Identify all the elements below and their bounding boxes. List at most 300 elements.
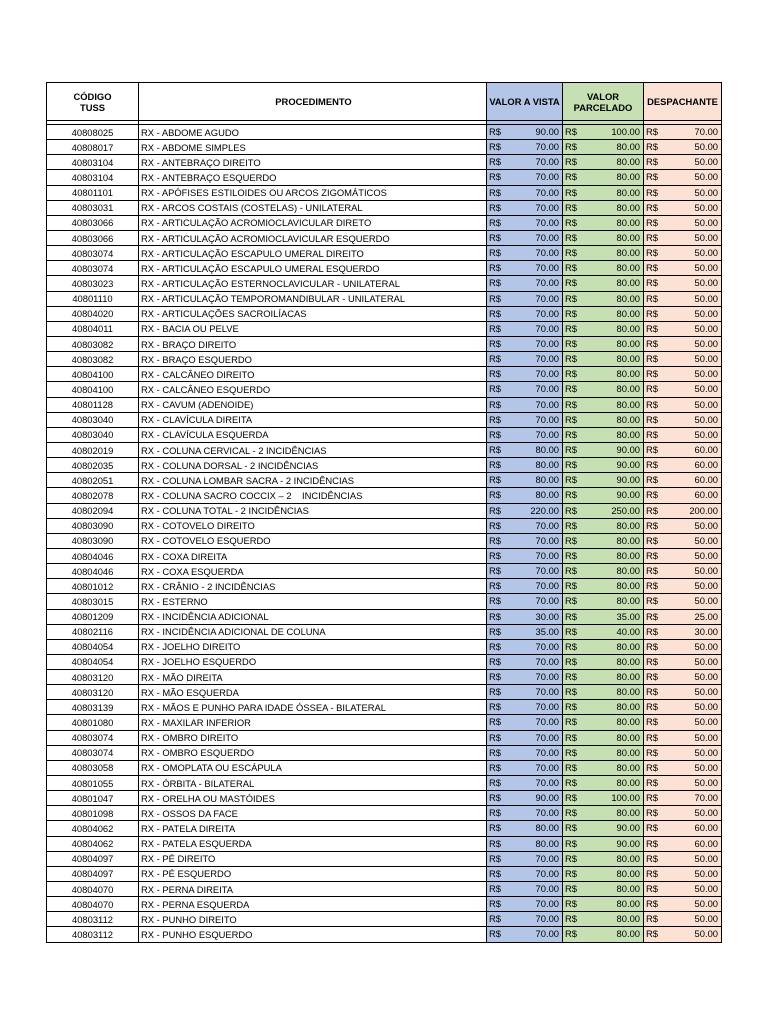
table-row (47, 851, 722, 866)
codigo-cell: 40801080 (47, 715, 139, 730)
currency-symbol: R$ (565, 716, 577, 728)
table-row (47, 730, 722, 745)
amount: 80.00 (616, 701, 640, 713)
procedimento-cell: RX - OMBRO DIREITO (139, 730, 487, 745)
currency-symbol: R$ (565, 353, 577, 365)
procedimento-cell: RX - ARTICULAÇÃO TEMPOROMANDIBULAR - UNILATERAL (139, 291, 487, 306)
despachante-cell (644, 882, 722, 897)
header-valor-parcelado (563, 83, 644, 121)
amount: 80.00 (616, 686, 640, 698)
codigo-cell: 40801055 (47, 776, 139, 791)
amount: 70.00 (535, 262, 559, 274)
currency-symbol: R$ (646, 549, 658, 561)
amount: 60.00 (694, 489, 718, 501)
amount: 70.00 (535, 171, 559, 183)
amount: 70.00 (535, 216, 559, 228)
currency-symbol: R$ (646, 277, 658, 289)
procedimento-cell: RX - JOELHO DIREITO (139, 639, 487, 654)
amount: 50.00 (694, 852, 718, 864)
amount: 50.00 (694, 534, 718, 546)
currency-symbol: R$ (489, 307, 501, 319)
valor-parcelado-cell (563, 155, 644, 170)
valor-a-vista-cell (487, 488, 563, 503)
currency-symbol: R$ (646, 777, 658, 789)
despachante-cell (644, 806, 722, 821)
amount: 50.00 (694, 353, 718, 365)
amount: 80.00 (616, 156, 640, 168)
table-row (47, 912, 722, 927)
currency-symbol: R$ (489, 640, 501, 652)
valor-a-vista-cell (487, 170, 563, 185)
table-row (47, 639, 722, 654)
procedimento-cell: RX - ANTEBRAÇO DIREITO (139, 155, 487, 170)
currency-symbol: R$ (646, 231, 658, 243)
codigo-cell: 40801128 (47, 397, 139, 412)
table-row (47, 336, 722, 351)
valor-a-vista-cell (487, 185, 563, 200)
codigo-cell: 40804062 (47, 821, 139, 836)
amount: 70.00 (535, 761, 559, 773)
table-row (47, 654, 722, 669)
table-row (47, 306, 722, 321)
despachante-cell (644, 851, 722, 866)
amount: 80.00 (616, 595, 640, 607)
amount: 80.00 (616, 898, 640, 910)
valor-a-vista-cell (487, 276, 563, 291)
codigo-cell: 40803015 (47, 594, 139, 609)
valor-parcelado-cell (563, 533, 644, 548)
amount: 50.00 (694, 595, 718, 607)
currency-symbol: R$ (646, 353, 658, 365)
currency-symbol: R$ (489, 898, 501, 910)
amount: 70.00 (535, 383, 559, 395)
amount: 80.00 (616, 519, 640, 531)
currency-symbol: R$ (646, 580, 658, 592)
valor-parcelado-cell (563, 609, 644, 624)
despachante-cell (644, 700, 722, 715)
currency-symbol: R$ (565, 428, 577, 440)
currency-symbol: R$ (565, 337, 577, 349)
despachante-cell (644, 866, 722, 881)
currency-symbol: R$ (565, 549, 577, 561)
currency-symbol: R$ (565, 262, 577, 274)
codigo-cell: 40803082 (47, 336, 139, 351)
amount: 70.00 (535, 398, 559, 410)
amount: 50.00 (694, 761, 718, 773)
valor-a-vista-cell (487, 776, 563, 791)
procedimento-cell: RX - ARTICULAÇÃO ESTERNOCLAVICULAR - UNILATERAL (139, 276, 487, 291)
amount: 80.00 (616, 716, 640, 728)
currency-symbol: R$ (565, 171, 577, 183)
codigo-cell: 40804046 (47, 548, 139, 563)
amount: 50.00 (694, 141, 718, 153)
codigo-cell: 40802051 (47, 473, 139, 488)
table-row (47, 624, 722, 639)
currency-symbol: R$ (565, 443, 577, 455)
codigo-cell: 40803031 (47, 200, 139, 215)
procedimento-cell: RX - ARCOS COSTAIS (COSTELAS) - UNILATERAL (139, 200, 487, 215)
currency-symbol: R$ (646, 928, 658, 940)
despachante-cell (644, 912, 722, 927)
amount: 80.00 (616, 262, 640, 274)
currency-symbol: R$ (489, 292, 501, 304)
amount: 100.00 (611, 792, 640, 804)
valor-parcelado-cell (563, 140, 644, 155)
codigo-cell: 40804100 (47, 382, 139, 397)
valor-parcelado-cell (563, 518, 644, 533)
currency-symbol: R$ (646, 625, 658, 637)
valor-a-vista-cell (487, 548, 563, 563)
amount: 90.00 (616, 459, 640, 471)
currency-symbol: R$ (565, 807, 577, 819)
codigo-cell: 40804054 (47, 654, 139, 669)
currency-symbol: R$ (646, 398, 658, 410)
valor-parcelado-cell (563, 185, 644, 200)
amount: 60.00 (694, 474, 718, 486)
currency-symbol: R$ (565, 898, 577, 910)
currency-symbol: R$ (565, 913, 577, 925)
procedimento-cell: RX - OSSOS DA FACE (139, 806, 487, 821)
currency-symbol: R$ (489, 686, 501, 698)
currency-symbol: R$ (565, 489, 577, 501)
amount: 80.00 (616, 580, 640, 592)
despachante-cell (644, 639, 722, 654)
currency-symbol: R$ (646, 822, 658, 834)
amount: 70.00 (535, 655, 559, 667)
valor-parcelado-cell (563, 730, 644, 745)
despachante-cell (644, 140, 722, 155)
despachante-cell (644, 791, 722, 806)
amount: 50.00 (694, 867, 718, 879)
currency-symbol: R$ (565, 580, 577, 592)
currency-symbol: R$ (489, 837, 501, 849)
valor-parcelado-cell (563, 745, 644, 760)
table-row (47, 458, 722, 473)
despachante-cell (644, 670, 722, 685)
amount: 50.00 (694, 716, 718, 728)
procedimento-cell: RX - COLUNA CERVICAL - 2 INCIDÊNCIAS (139, 442, 487, 457)
header-codigo-label: CÓDIGO TUSS (73, 90, 112, 113)
despachante-cell (644, 533, 722, 548)
procedimento-cell: RX - INCIDÊNCIA ADICIONAL DE COLUNA (139, 624, 487, 639)
amount: 50.00 (694, 519, 718, 531)
valor-a-vista-cell (487, 518, 563, 533)
table-row (47, 412, 722, 427)
currency-symbol: R$ (489, 716, 501, 728)
table-row (47, 670, 722, 685)
despachante-cell (644, 185, 722, 200)
amount: 70.00 (535, 671, 559, 683)
amount: 80.00 (616, 216, 640, 228)
despachante-cell (644, 715, 722, 730)
valor-a-vista-cell (487, 791, 563, 806)
despachante-cell (644, 685, 722, 700)
amount: 70.00 (535, 777, 559, 789)
table-body (47, 121, 722, 943)
amount: 250.00 (611, 504, 640, 516)
amount: 50.00 (694, 231, 718, 243)
currency-symbol: R$ (489, 126, 501, 137)
currency-symbol: R$ (646, 368, 658, 380)
amount: 50.00 (694, 686, 718, 698)
table-row (47, 579, 722, 594)
amount: 80.00 (616, 746, 640, 758)
currency-symbol: R$ (646, 640, 658, 652)
despachante-cell (644, 170, 722, 185)
valor-parcelado-cell (563, 791, 644, 806)
valor-parcelado-cell (563, 927, 644, 942)
codigo-cell: 40804020 (47, 306, 139, 321)
currency-symbol: R$ (565, 686, 577, 698)
currency-symbol: R$ (489, 792, 501, 804)
despachante-cell (644, 927, 722, 942)
valor-parcelado-cell (563, 246, 644, 261)
currency-symbol: R$ (646, 474, 658, 486)
currency-symbol: R$ (489, 474, 501, 486)
procedimento-cell: RX - PERNA DIREITA (139, 882, 487, 897)
amount: 50.00 (694, 337, 718, 349)
amount: 80.00 (616, 852, 640, 864)
currency-symbol: R$ (646, 595, 658, 607)
amount: 80.00 (616, 534, 640, 546)
header-procedimento: PROCEDIMENTO (139, 83, 487, 121)
amount: 80.00 (616, 671, 640, 683)
valor-a-vista-cell (487, 321, 563, 336)
amount: 50.00 (694, 368, 718, 380)
table-row (47, 291, 722, 306)
amount: 80.00 (616, 231, 640, 243)
amount: 80.00 (616, 337, 640, 349)
valor-parcelado-cell (563, 836, 644, 851)
amount: 60.00 (694, 837, 718, 849)
currency-symbol: R$ (489, 731, 501, 743)
currency-symbol: R$ (565, 595, 577, 607)
valor-parcelado-cell (563, 412, 644, 427)
valor-parcelado-cell (563, 715, 644, 730)
valor-parcelado-cell (563, 367, 644, 382)
despachante-cell (644, 503, 722, 518)
procedimento-cell: RX - INCIDÊNCIA ADICIONAL (139, 609, 487, 624)
currency-symbol: R$ (646, 610, 658, 622)
codigo-cell: 40804070 (47, 882, 139, 897)
amount: 50.00 (694, 307, 718, 319)
procedimento-cell: RX - PERNA ESQUERDA (139, 897, 487, 912)
codigo-cell: 40803074 (47, 730, 139, 745)
amount: 70.00 (694, 126, 718, 137)
valor-parcelado-cell (563, 700, 644, 715)
valor-a-vista-cell (487, 140, 563, 155)
amount: 70.00 (535, 337, 559, 349)
amount: 70.00 (535, 307, 559, 319)
codigo-cell: 40804070 (47, 897, 139, 912)
currency-symbol: R$ (565, 231, 577, 243)
currency-symbol: R$ (489, 247, 501, 259)
codigo-cell: 40803082 (47, 352, 139, 367)
valor-parcelado-cell (563, 336, 644, 351)
table-row (47, 882, 722, 897)
currency-symbol: R$ (565, 459, 577, 471)
despachante-cell (644, 215, 722, 230)
valor-parcelado-cell (563, 473, 644, 488)
amount: 50.00 (694, 201, 718, 213)
currency-symbol: R$ (565, 156, 577, 168)
amount: 50.00 (694, 731, 718, 743)
currency-symbol: R$ (646, 655, 658, 667)
valor-a-vista-cell (487, 200, 563, 215)
currency-symbol: R$ (565, 777, 577, 789)
currency-symbol: R$ (646, 141, 658, 153)
codigo-cell: 40801098 (47, 806, 139, 821)
currency-symbol: R$ (646, 216, 658, 228)
currency-symbol: R$ (489, 655, 501, 667)
table-row (47, 473, 722, 488)
header-codigo-tuss (47, 83, 139, 121)
valor-parcelado-cell (563, 624, 644, 639)
procedimento-cell: RX - CALCÂNEO DIREITO (139, 367, 487, 382)
amount: 50.00 (694, 156, 718, 168)
table-row (47, 442, 722, 457)
currency-symbol: R$ (646, 898, 658, 910)
despachante-cell (644, 564, 722, 579)
currency-symbol: R$ (646, 686, 658, 698)
amount: 50.00 (694, 580, 718, 592)
codigo-cell: 40801012 (47, 579, 139, 594)
currency-symbol: R$ (489, 489, 501, 501)
valor-a-vista-cell (487, 670, 563, 685)
table-row (47, 170, 722, 185)
currency-symbol: R$ (565, 126, 577, 137)
valor-a-vista-cell (487, 503, 563, 518)
procedimento-cell: RX - BRAÇO ESQUERDO (139, 352, 487, 367)
amount: 30.00 (535, 610, 559, 622)
amount: 80.00 (616, 398, 640, 410)
currency-symbol: R$ (565, 201, 577, 213)
valor-parcelado-cell (563, 503, 644, 518)
valor-parcelado-cell (563, 215, 644, 230)
amount: 70.00 (535, 549, 559, 561)
valor-a-vista-cell (487, 336, 563, 351)
amount: 70.00 (535, 883, 559, 895)
amount: 50.00 (694, 655, 718, 667)
currency-symbol: R$ (646, 337, 658, 349)
despachante-cell (644, 352, 722, 367)
codigo-cell: 40803066 (47, 230, 139, 245)
currency-symbol: R$ (565, 141, 577, 153)
codigo-cell: 40804100 (47, 367, 139, 382)
amount: 70.00 (535, 686, 559, 698)
table-row (47, 533, 722, 548)
currency-symbol: R$ (646, 671, 658, 683)
currency-symbol: R$ (489, 625, 501, 637)
currency-symbol: R$ (489, 459, 501, 471)
amount: 80.00 (535, 459, 559, 471)
table-row (47, 230, 722, 245)
amount: 70.00 (694, 792, 718, 804)
valor-parcelado-cell (563, 685, 644, 700)
amount: 70.00 (535, 565, 559, 577)
procedimento-cell: RX - ARTICULAÇÃO ESCAPULO UMERAL ESQUERDO (139, 261, 487, 276)
valor-a-vista-cell (487, 912, 563, 927)
procedimento-cell: RX - ABDOME AGUDO (139, 125, 487, 140)
valor-parcelado-cell (563, 200, 644, 215)
amount: 25.00 (694, 610, 718, 622)
amount: 70.00 (535, 595, 559, 607)
amount: 50.00 (694, 292, 718, 304)
amount: 70.00 (535, 292, 559, 304)
table-row (47, 321, 722, 336)
procedimento-cell: RX - ARTICULAÇÃO ESCAPULO UMERAL DIREITO (139, 246, 487, 261)
currency-symbol: R$ (565, 610, 577, 622)
currency-symbol: R$ (489, 610, 501, 622)
despachante-cell (644, 321, 722, 336)
valor-a-vista-cell (487, 367, 563, 382)
currency-symbol: R$ (565, 928, 577, 940)
despachante-cell (644, 291, 722, 306)
currency-symbol: R$ (565, 534, 577, 546)
currency-symbol: R$ (646, 322, 658, 334)
codigo-cell: 40803090 (47, 533, 139, 548)
codigo-cell: 40803040 (47, 427, 139, 442)
amount: 80.00 (616, 201, 640, 213)
codigo-cell: 40803023 (47, 276, 139, 291)
despachante-cell (644, 760, 722, 775)
amount: 70.00 (535, 247, 559, 259)
valor-parcelado-cell (563, 230, 644, 245)
codigo-cell: 40804097 (47, 851, 139, 866)
currency-symbol: R$ (565, 413, 577, 425)
table-row (47, 215, 722, 230)
amount: 50.00 (694, 428, 718, 440)
valor-parcelado-cell (563, 670, 644, 685)
table-row (47, 367, 722, 382)
table-row (47, 503, 722, 518)
despachante-cell (644, 276, 722, 291)
amount: 80.00 (616, 777, 640, 789)
currency-symbol: R$ (646, 867, 658, 879)
currency-symbol: R$ (565, 671, 577, 683)
table-row (47, 352, 722, 367)
table-row (47, 548, 722, 563)
valor-a-vista-cell (487, 897, 563, 912)
amount: 70.00 (535, 353, 559, 365)
valor-a-vista-cell (487, 442, 563, 457)
amount: 50.00 (694, 746, 718, 758)
table-row (47, 155, 722, 170)
amount: 70.00 (535, 534, 559, 546)
currency-symbol: R$ (489, 549, 501, 561)
procedimento-cell: RX - COXA ESQUERDA (139, 564, 487, 579)
codigo-cell: 40802116 (47, 624, 139, 639)
amount: 70.00 (535, 368, 559, 380)
codigo-cell: 40803120 (47, 685, 139, 700)
valor-a-vista-cell (487, 533, 563, 548)
procedimento-cell: RX - COTOVELO ESQUERDO (139, 533, 487, 548)
currency-symbol: R$ (565, 746, 577, 758)
codigo-cell: 40802019 (47, 442, 139, 457)
valor-a-vista-cell (487, 594, 563, 609)
valor-parcelado-cell (563, 276, 644, 291)
procedimento-cell: RX - COLUNA LOMBAR SACRA - 2 INCIDÊNCIAS (139, 473, 487, 488)
valor-a-vista-cell (487, 246, 563, 261)
procedimento-cell: RX - COTOVELO DIREITO (139, 518, 487, 533)
codigo-cell: 40803040 (47, 412, 139, 427)
valor-a-vista-cell (487, 760, 563, 775)
amount: 80.00 (616, 655, 640, 667)
amount: 40.00 (616, 625, 640, 637)
amount: 90.00 (616, 443, 640, 455)
valor-parcelado-cell (563, 654, 644, 669)
table-row (47, 715, 722, 730)
